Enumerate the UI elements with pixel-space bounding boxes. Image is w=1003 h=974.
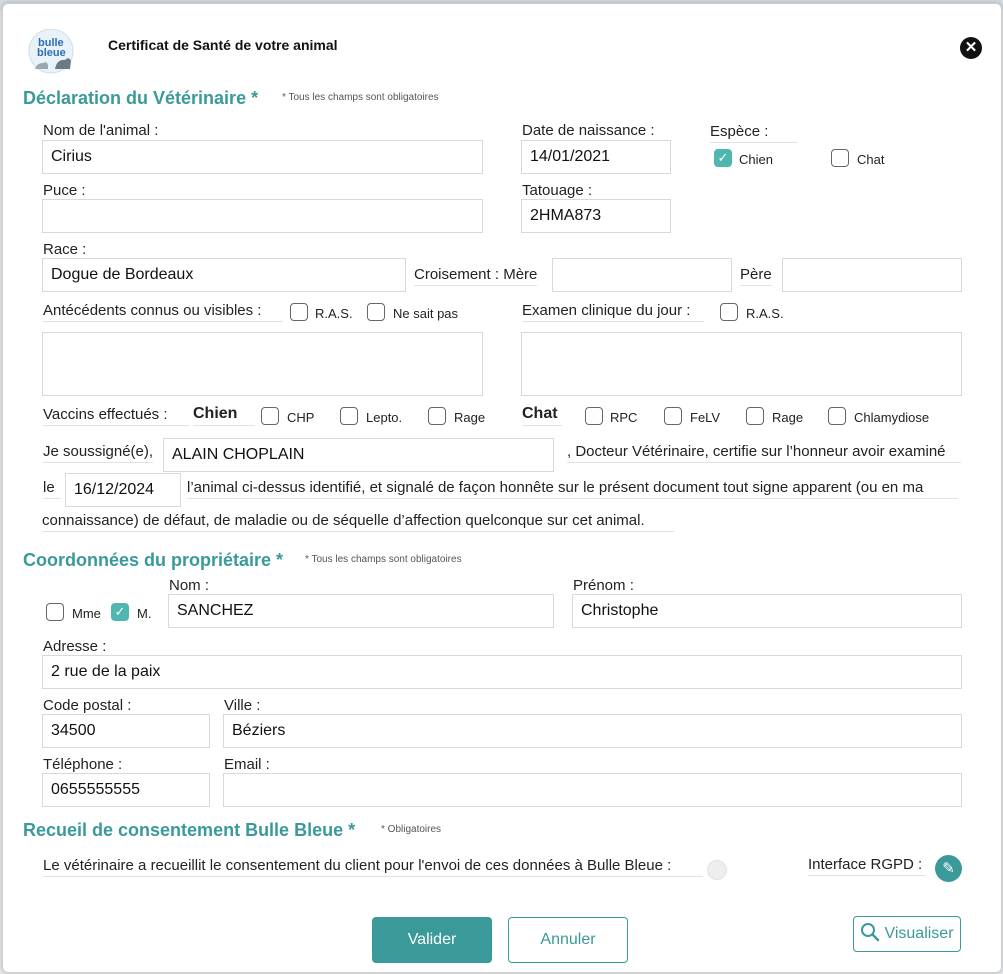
pencil-edit-icon[interactable]: ✎ (935, 855, 962, 882)
address-value: 2 rue de la paix (51, 663, 161, 680)
species-cat-checkbox[interactable] (831, 149, 849, 167)
history-unknown-label: Ne sait pas (393, 306, 459, 321)
vaccine-chp-label: CHP (287, 410, 315, 425)
certify-text: , Docteur Vétérinaire, certifie sur l’honneur avoir examiné (567, 443, 961, 463)
vaccine-rpc-checkbox[interactable] (585, 407, 603, 425)
firstname-value: Christophe (581, 602, 659, 619)
undersigned-label: Je soussigné(e), (43, 443, 153, 463)
birth-date-value: 14/01/2021 (530, 148, 611, 165)
title-mme-label: Mme (72, 606, 101, 621)
breed-label: Race : (43, 241, 87, 258)
vaccine-rage-cat-checkbox[interactable] (746, 407, 764, 425)
svg-text:bleue: bleue (37, 47, 66, 59)
vaccine-rage-dog-label: Rage (454, 410, 486, 425)
firstname-input[interactable] (572, 594, 962, 628)
email-input[interactable] (223, 773, 962, 807)
animal-name-label: Nom de l'animal : (43, 122, 159, 139)
vaccine-lepto-label: Lepto. (366, 410, 403, 425)
vaccines-label: Vaccins effectués : (43, 406, 189, 426)
city-label: Ville : (224, 697, 261, 714)
exam-textarea[interactable] (521, 332, 962, 396)
close-icon[interactable]: ✕ (960, 37, 982, 59)
phone-label: Téléphone : (43, 756, 123, 773)
animal-name-input[interactable] (42, 140, 483, 174)
vaccine-rage-dog-checkbox[interactable] (428, 407, 446, 425)
history-unknown-checkbox[interactable] (367, 303, 385, 321)
chip-input[interactable] (42, 199, 483, 233)
vaccine-chlamydiose-label: Chlamydiose (854, 410, 930, 425)
mother-input[interactable] (552, 258, 732, 292)
address-label: Adresse : (43, 638, 107, 655)
firstname-label: Prénom : (573, 577, 634, 594)
title-m-checkbox[interactable]: ✓ (111, 603, 129, 621)
phone-input[interactable] (42, 773, 210, 807)
species-dog-checkbox[interactable]: ✓ (714, 149, 732, 167)
tattoo-label: Tatouage : (522, 182, 593, 199)
lastname-label: Nom : (169, 577, 210, 594)
history-ras-checkbox[interactable] (290, 303, 308, 321)
consent-text: Le vétérinaire a recueillit le consentement du client pour l'envoi de ces données à Bulle Bleue : (43, 857, 703, 877)
history-ras-label: R.A.S. (315, 306, 353, 321)
zip-label: Code postal : (43, 697, 132, 714)
tattoo-value: 2HMA873 (530, 207, 602, 224)
zip-value: 34500 (51, 722, 96, 739)
statement-line-2: connaissance) de défaut, de maladie ou de séquelle d’affection quelconque sur cet animal. (42, 512, 674, 532)
birth-date-input[interactable] (521, 140, 671, 174)
address-input[interactable] (42, 655, 962, 689)
dialog-title: Certificat de Santé de votre animal (108, 37, 338, 53)
email-label: Email : (224, 756, 270, 773)
vaccine-rage-cat-label: Rage (772, 410, 804, 425)
vet-required-note: * Tous les champs sont obligatoires (282, 92, 439, 103)
bulle-bleue-logo (27, 29, 77, 75)
consent-note: * Obligatoires (381, 824, 442, 835)
phone-value: 0655555555 (51, 781, 140, 798)
vet-name-value: ALAIN CHOPLAIN (172, 446, 305, 463)
animal-name-value: Cirius (51, 148, 92, 165)
health-certificate-dialog (2, 3, 1002, 973)
consent-toggle[interactable] (707, 860, 727, 880)
father-input[interactable] (782, 258, 962, 292)
exam-ras-checkbox[interactable] (720, 303, 738, 321)
vaccine-felv-checkbox[interactable] (664, 407, 682, 425)
vaccines-cat-group: Chat (522, 405, 562, 426)
cancel-button[interactable]: Annuler (508, 917, 628, 963)
vaccine-chlamydiose-checkbox[interactable] (828, 407, 846, 425)
statement-line-1: l’animal ci-dessus identifié, et signalé de façon honnête sur le présent document tout signe apparent (ou en ma (187, 479, 958, 499)
vaccines-dog-group: Chien (193, 405, 255, 426)
preview-button[interactable] (853, 916, 961, 952)
rgpd-label: Interface RGPD : (808, 856, 926, 876)
father-label: Père (740, 266, 772, 286)
svg-text:bulle: bulle (38, 37, 64, 49)
magnifier-icon (860, 922, 880, 947)
validate-button[interactable]: Valider (372, 917, 492, 963)
history-label: Antécédents connus ou visibles : (43, 302, 283, 322)
chip-label: Puce : (43, 182, 86, 199)
tattoo-input[interactable] (521, 199, 671, 233)
city-value: Béziers (232, 722, 286, 739)
vet-name-input[interactable] (163, 438, 554, 472)
vet-section-title: Déclaration du Vétérinaire * (23, 88, 259, 108)
city-input[interactable] (223, 714, 962, 748)
exam-label: Examen clinique du jour : (522, 302, 704, 322)
species-dog-label: Chien (739, 152, 773, 167)
vaccine-felv-label: FeLV (690, 410, 721, 425)
title-mme-checkbox[interactable] (46, 603, 64, 621)
birth-date-label: Date de naissance : (522, 122, 655, 139)
exam-ras-label: R.A.S. (746, 306, 784, 321)
owner-section-title: Coordonnées du propriétaire * (23, 550, 284, 570)
le-label: le (43, 479, 61, 499)
history-textarea[interactable] (42, 332, 483, 396)
zip-input[interactable] (42, 714, 210, 748)
breed-value: Dogue de Bordeaux (51, 266, 194, 283)
species-cat-label: Chat (857, 152, 885, 167)
lastname-input[interactable] (168, 594, 554, 628)
exam-date-input[interactable] (65, 473, 181, 507)
consent-section-title: Recueil de consentement Bulle Bleue * (23, 820, 356, 840)
exam-date-value: 16/12/2024 (74, 481, 155, 498)
preview-button-label: Visualiser (884, 925, 954, 942)
vaccine-chp-checkbox[interactable] (261, 407, 279, 425)
cross-mother-label: Croisement : Mère (414, 266, 537, 286)
owner-required-note: * Tous les champs sont obligatoires (305, 554, 462, 565)
species-label: Espèce : (710, 123, 798, 143)
vaccine-lepto-checkbox[interactable] (340, 407, 358, 425)
vaccine-rpc-label: RPC (610, 410, 638, 425)
breed-input[interactable] (42, 258, 406, 292)
lastname-value: SANCHEZ (177, 602, 254, 619)
title-m-label: M. (137, 606, 152, 621)
